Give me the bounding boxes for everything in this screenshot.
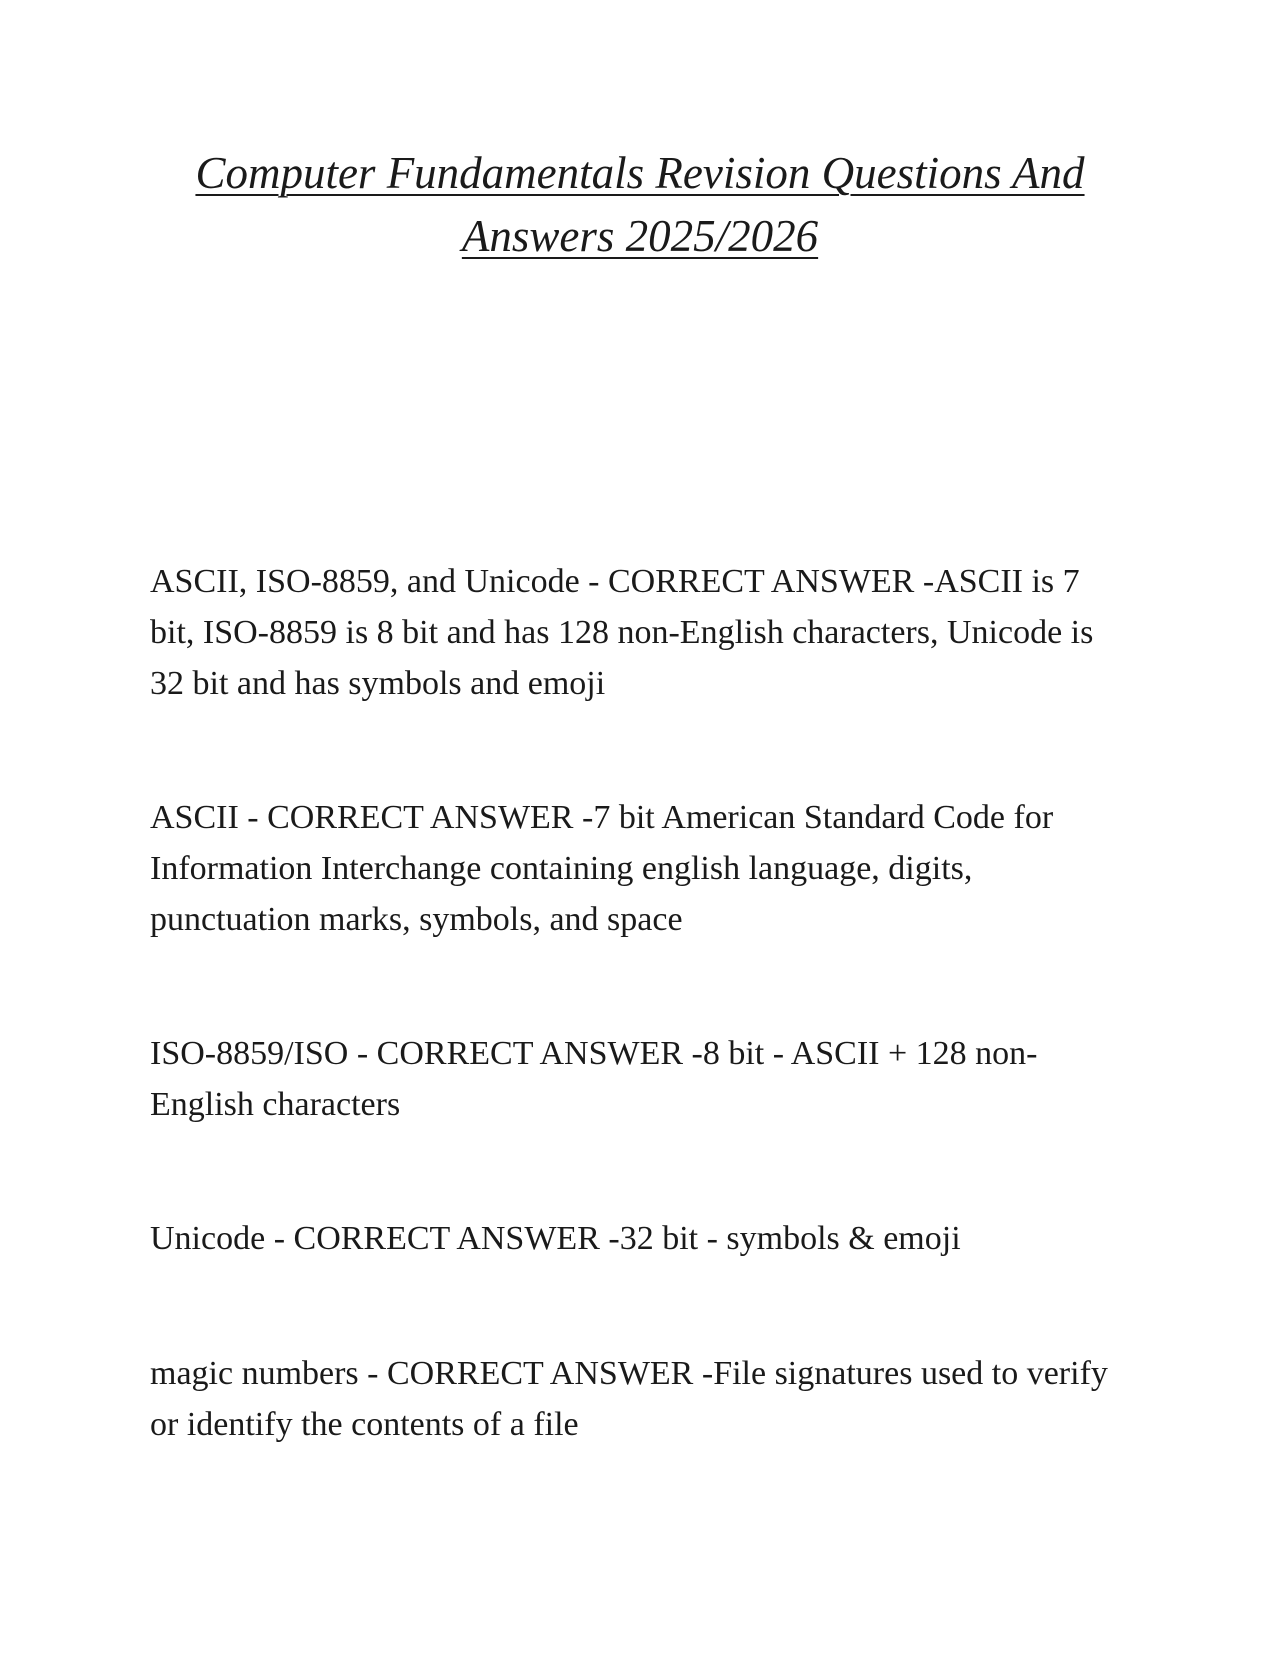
qa-entry — [150, 1028, 1110, 1130]
qa-entry — [150, 556, 1110, 709]
qa-separator: - CORRECT ANSWER - — [238, 799, 594, 836]
qa-term: magic numbers — [150, 1355, 359, 1392]
qa-entry — [150, 1348, 1110, 1450]
qa-term: ISO-8859/ISO — [150, 1035, 349, 1072]
qa-separator: - CORRECT ANSWER - — [348, 1035, 703, 1072]
qa-term: Unicode — [150, 1220, 266, 1257]
qa-separator: - CORRECT ANSWER - — [265, 1220, 620, 1257]
title-line-1: Computer Fundamentals Revision Questions And — [195, 148, 1085, 198]
qa-answer: ASCII is 7 bit, ISO-8859 is 8 bit and has 128 non-English characters, Unicode is 32 bit and has symbols and emoji — [150, 563, 1094, 702]
qa-answer: 7 bit American Standard Code for Information Interchange containing english language, digits, punctuation marks, symbols, and space — [150, 799, 1054, 938]
qa-term: ASCII, ISO-8859, and Unicode — [150, 563, 580, 600]
qa-separator: - CORRECT ANSWER - — [358, 1355, 714, 1392]
qa-entry — [150, 792, 1110, 945]
page-title — [120, 142, 1160, 268]
qa-answer: 8 bit - ASCII + 128 non-English characters — [150, 1035, 1038, 1123]
title-line-2: Answers 2025/2026 — [461, 211, 819, 261]
qa-answer: File signatures used to verify or identify the contents of a file — [150, 1355, 1108, 1443]
qa-term: ASCII — [150, 799, 239, 836]
qa-answer: 32 bit - symbols & emoji — [619, 1220, 961, 1257]
qa-entry — [150, 1213, 1110, 1264]
qa-separator: - CORRECT ANSWER - — [579, 563, 935, 600]
